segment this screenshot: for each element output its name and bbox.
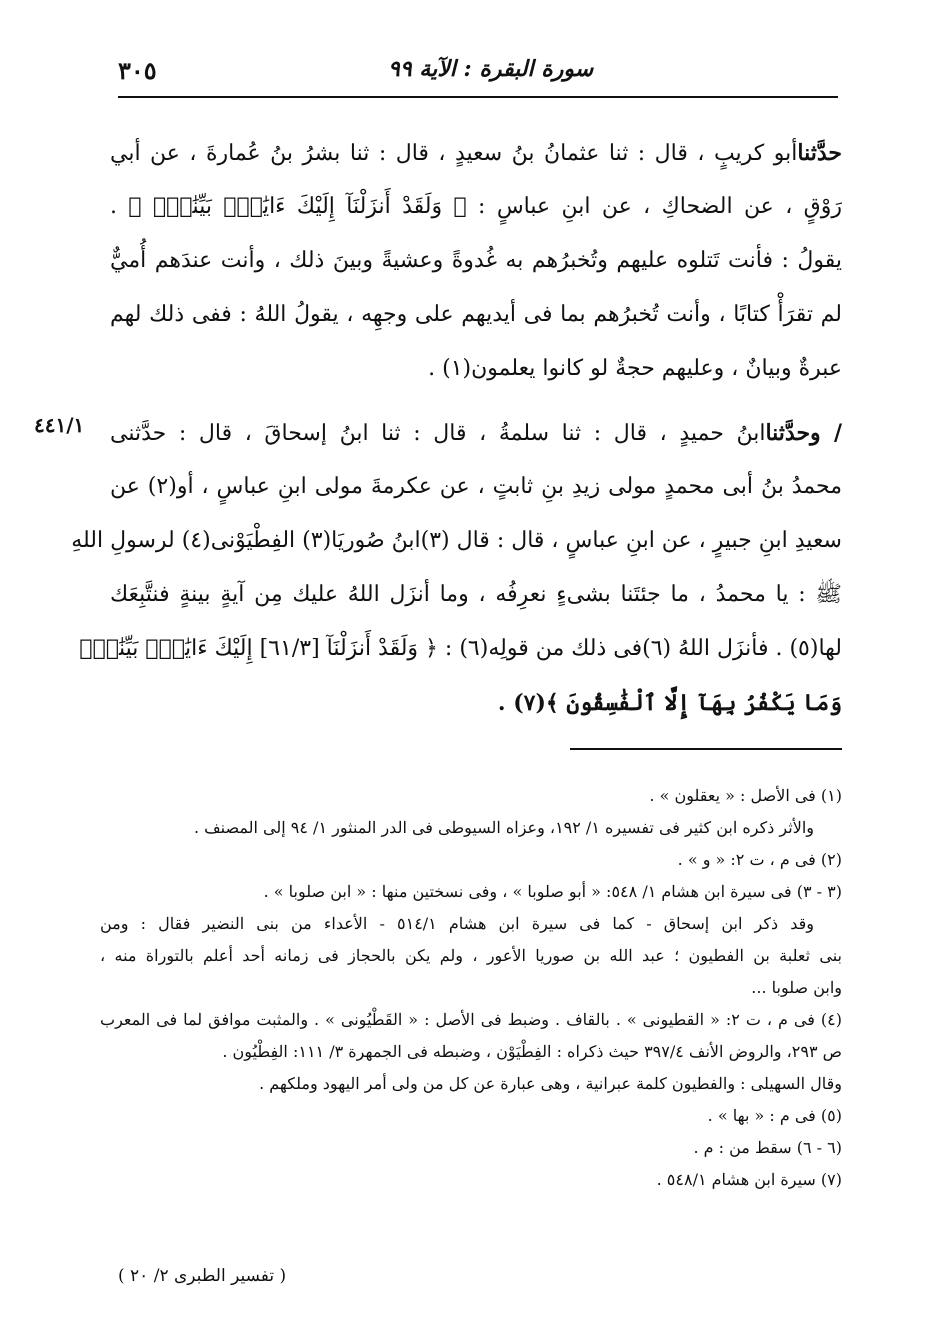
footnote: (٣ - ٣) فى سيرة ابن هشام ١/ ٥٤٨: « أبو صلوبا » ، وفى نسختين منها : « ابن صلوبا » .	[263, 882, 842, 901]
footnotes	[100, 780, 842, 1196]
text-line	[110, 234, 842, 288]
footnote: وقال السهيلى : والفطيون كلمة عبرانية ، وهى عبارة عن كل من ولى أمر اليهود وملكهم .	[259, 1074, 842, 1093]
footer-reference: ( تفسير الطبرى ٢/ ٢٠ )	[118, 1266, 287, 1286]
page-number: ٣٠٥	[118, 56, 157, 85]
footnote: وقد ذكر ابن إسحاق - كما فى سيرة ابن هشام ٥١٤/١ - الأعداء من بنى النضير فقال : ومن	[100, 914, 814, 933]
text-line	[79, 622, 842, 676]
running-title: سورة البقرة : الآية ٩٩	[388, 56, 594, 82]
footnote: ص ٢٩٣، والروض الأنف ٣٩٧/٤ حيث ذكراه : الفِطْيَوْن ، وضبطه فى الجمهرة ٣/ ١١١: الفِطْيُون .	[222, 1042, 842, 1061]
text-line	[110, 342, 842, 396]
paragraph-1	[110, 126, 842, 396]
footnote: (٧) سيرة ابن هشام ٥٤٨/١ .	[656, 1170, 842, 1189]
footnote: (٢) فى م ، ت ٢: « و » .	[677, 850, 842, 869]
header-rule	[118, 96, 838, 98]
line-text: محمدُ بنُ أبى محمدٍ مولى زيدِ بنِ ثابتٍ ، عن عكرمةَ مولى ابنِ عباسٍ ، أو(٢) عن	[110, 474, 843, 499]
footnote: (١) فى الأصل : « يعقلون » .	[649, 786, 842, 805]
footnote: (٥) فى م : « بها » .	[707, 1106, 842, 1125]
text-line	[71, 514, 842, 568]
main-text	[71, 126, 843, 730]
text-line	[110, 180, 842, 234]
footnote: بنى ثعلبة بن الفطيون ؛ عبد الله بن صوريا الأعور ، ولم يكن بالحجاز فى زمانه أحد أعلم بالتوراة منه ،	[100, 946, 843, 965]
line-text: عبرةٌ وبيانٌ ، وعليهم حجةٌ لو كانوا يعلمون(١) .	[428, 356, 842, 381]
footnote: والأثر ذكره ابن كثير فى تفسيره ١/ ١٩٢، وعزاه السيوطى فى الدر المنثور ١/ ٩٤ إلى المصنف .	[193, 818, 814, 837]
footnote-separator	[570, 748, 842, 750]
text-line	[110, 676, 842, 730]
line-text: لم تقرَأْ كتابًا ، وأنت تُخبرُهم بما فى أيديهم على وجهِه ، يقولُ اللهُ : ففى ذلك لهم	[110, 302, 842, 327]
line-text: يقولُ : فأنت تَتلوه عليهم وتُخبرُهم به غُدوةً وعشيةً وبينَ ذلك ، وأنت عندَهم أُميٌّ	[110, 248, 842, 273]
text-line	[110, 460, 842, 514]
text-line	[110, 406, 842, 460]
text-line	[110, 288, 842, 342]
paragraph-2	[71, 406, 843, 730]
line-text: ﷺ : يا محمدُ ، ما جئتَنا بشىءٍ نعرِفُه ، وما أنزَل اللهُ عليك مِن آيةٍ بينةٍ فنتَّبِعَك	[110, 582, 842, 607]
line-text: سعيدِ ابنِ جبيرٍ ، عن ابنِ عباسٍ ، قال : قال (٣)ابنُ صُوريَا(٣) الفِطْيَوْنى(٤) لرسولِ اللهِ	[71, 528, 842, 553]
footnote: وابن صلوبا ...	[751, 978, 842, 997]
paragraph-lead: / وحدَّثنا	[765, 420, 842, 446]
line-text: رَوْقٍ ، عن الضحاكِ ، عن ابنِ عباسٍ : ﴿ وَلَقَدْ أَنزَلْنَآ إِلَيْكَ ءَايَٰتٍۭ بَيِّنَٰتٍۖ ﴾ .	[110, 194, 842, 219]
margin-reference: ٤٤١/١	[34, 413, 85, 437]
line-text: وَمَا يَكْفُرُ بِهَآ إِلَّا ٱلْفَٰسِقُونَ ﴾(٧) .	[497, 690, 842, 716]
line-text: لها(٥) . فأنزَل اللهُ (٦)فى ذلك من قولِه(٦) : ﴿ وَلَقَدْ أَنزَلْنَآ [٦١/٣] إِلَيْكَ ءَايَٰتٍۭ بَيِّنَٰتٍۖ	[79, 636, 842, 661]
text-line	[110, 568, 842, 622]
footnote: (٦ - ٦) سقط من : م .	[693, 1138, 842, 1157]
line-text: ابنُ حميدٍ ، قال : ثنا سلمةُ ، قال : ثنا ابنُ إسحاقَ ، قال : حدَّثنى	[110, 421, 766, 446]
paragraph-lead: حدَّثنا	[797, 140, 842, 166]
line-text: أبو كريبٍ ، قال : ثنا عثمانُ بنُ سعيدٍ ، قال : ثنا بشرُ بنُ عُمارةَ ، عن أبي	[110, 141, 798, 166]
footnote: (٤) فى م ، ت ٢: « القطيونى » . بالقاف . وضبط فى الأصل : « القَطْيُونى » . والمثبت موافق لما فى المعرب	[100, 1010, 842, 1029]
page-header	[118, 50, 838, 102]
text-line	[110, 126, 842, 180]
